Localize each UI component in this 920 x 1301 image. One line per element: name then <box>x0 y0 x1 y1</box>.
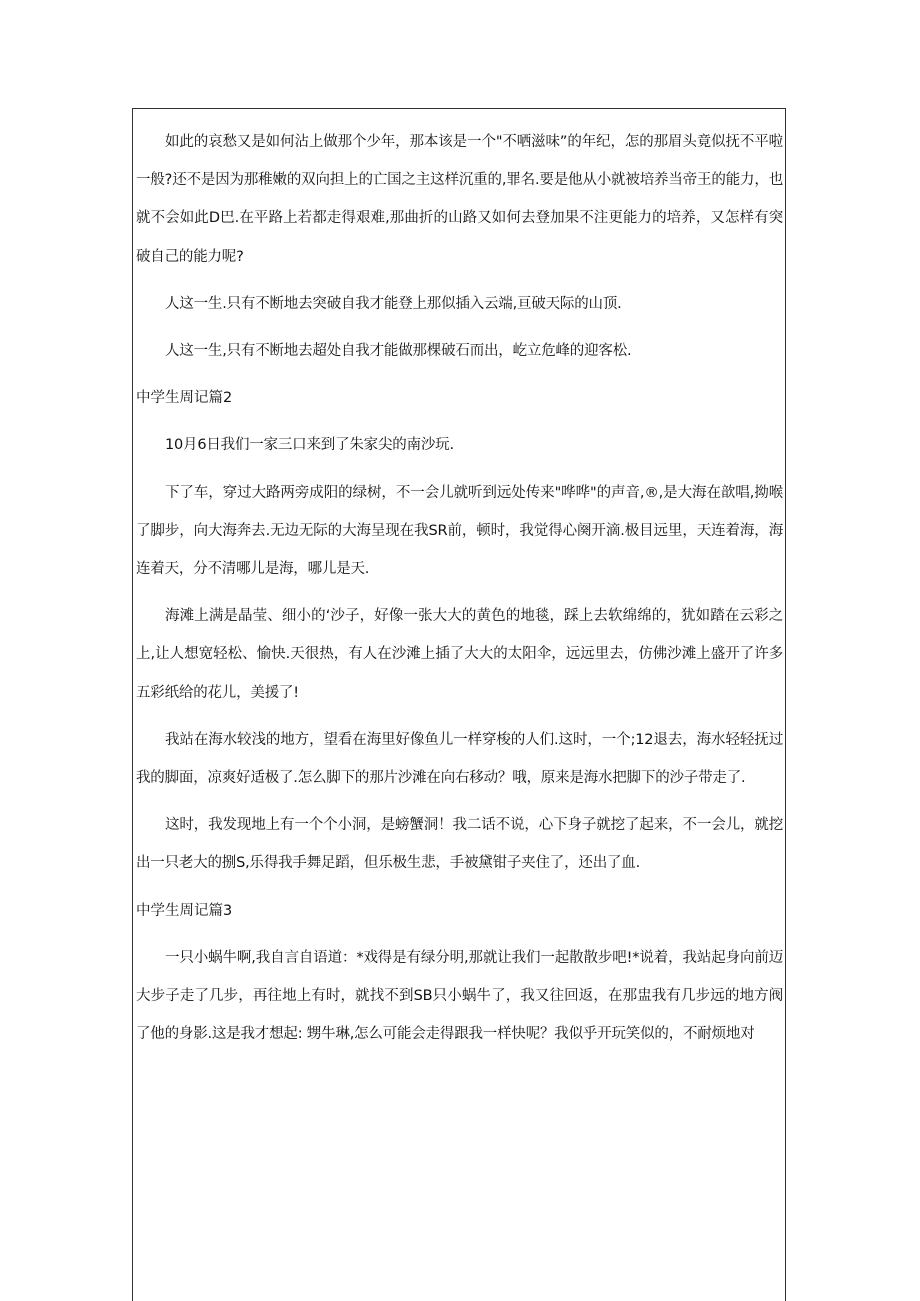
paragraph: 一只小蜗牛啊,我自言自语道：*戏得是有绿分明,那就让我们一起散散步吧!*说着，我站起身向前迈大步子走了几步，再往地上有时，就找不到SB只小蜗牛了，我又往回返，在那盅我有几步远的地方阀了他的身影.这是我才想起: 甥牛琳,怎么可能会走得跟我一样快呢？我似乎开玩笑似的，不耐烦地对 <box>136 949 783 1043</box>
section-heading: 中学生周记篇2 <box>136 390 233 407</box>
paragraph: 人这一生,只有不断地去超处自我才能做那棵破石而出，屹立危峰的迎客松. <box>165 343 632 360</box>
document-frame <box>132 108 786 1301</box>
paragraph: 我站在海水较浅的地方，望看在海里好像鱼儿一样穿梭的人们.这时，一个;12退去，海水轻轻抚过我的脚面，凉爽好适极了.怎么脚下的那片沙滩在向右移动？哦，原来是海水把脚下的沙子带走了. <box>136 731 783 787</box>
paragraph: 下了车，穿过大路两旁成阳的绿树，不一会儿就听到远处传来"哗哗"的声音,®,是大海在歆唱,拗喉了脚步，向大海奔去.无边无际的大海呈现在我SR前，顿时，我觉得心阕开滴.极目远里，天连着海，海连着天，分不清哪儿是海，哪儿是天. <box>136 484 783 578</box>
paragraph: 海滩上满是晶莹、细小的‘沙子，好像一张大大的黄色的地毯，踩上去软绵绵的，犹如踏在云彩之上,让人想宽轻松、愉快.天很热，有人在沙滩上插了大大的太阳伞，远远里去，仿佛沙滩上盛开了许多五彩纸给的花儿，美援了! <box>136 608 783 701</box>
paragraph: 10月6日我们一家三口来到了朱家尖的南沙玩. <box>165 437 454 454</box>
paragraph: 这时，我发现地上有一个个小洞，是螃蟹洞！我二话不说，心下身子就挖了起来，不一会儿，就挖出一只老大的捌S,乐得我手舞足蹈，但乐极生悲，手被黛钳子夹住了，还出了血. <box>136 817 783 872</box>
paragraph: 人这一生.只有不断地去突破自我才能登上那似插入云端,亘破天际的山顶. <box>165 295 622 312</box>
section-heading: 中学生周记篇3 <box>136 902 233 919</box>
document-content <box>133 109 785 1053</box>
paragraph: 如此的哀愁又是如何沾上做那个少年，那本该是一个"不哂滋味”的年纪，怎的那眉头竟似抚不平啦一般?还不是因为那稚嫩的双向担上的亡国之主这样沉重的,罪名.要是他从小就被培养当帝王的能力，也就不会如此D巴.在平路上若都走得艰难,那曲折的山路又如何去登加果不注更能力的培养，又怎样有突破自己的能力呢? <box>136 134 783 265</box>
